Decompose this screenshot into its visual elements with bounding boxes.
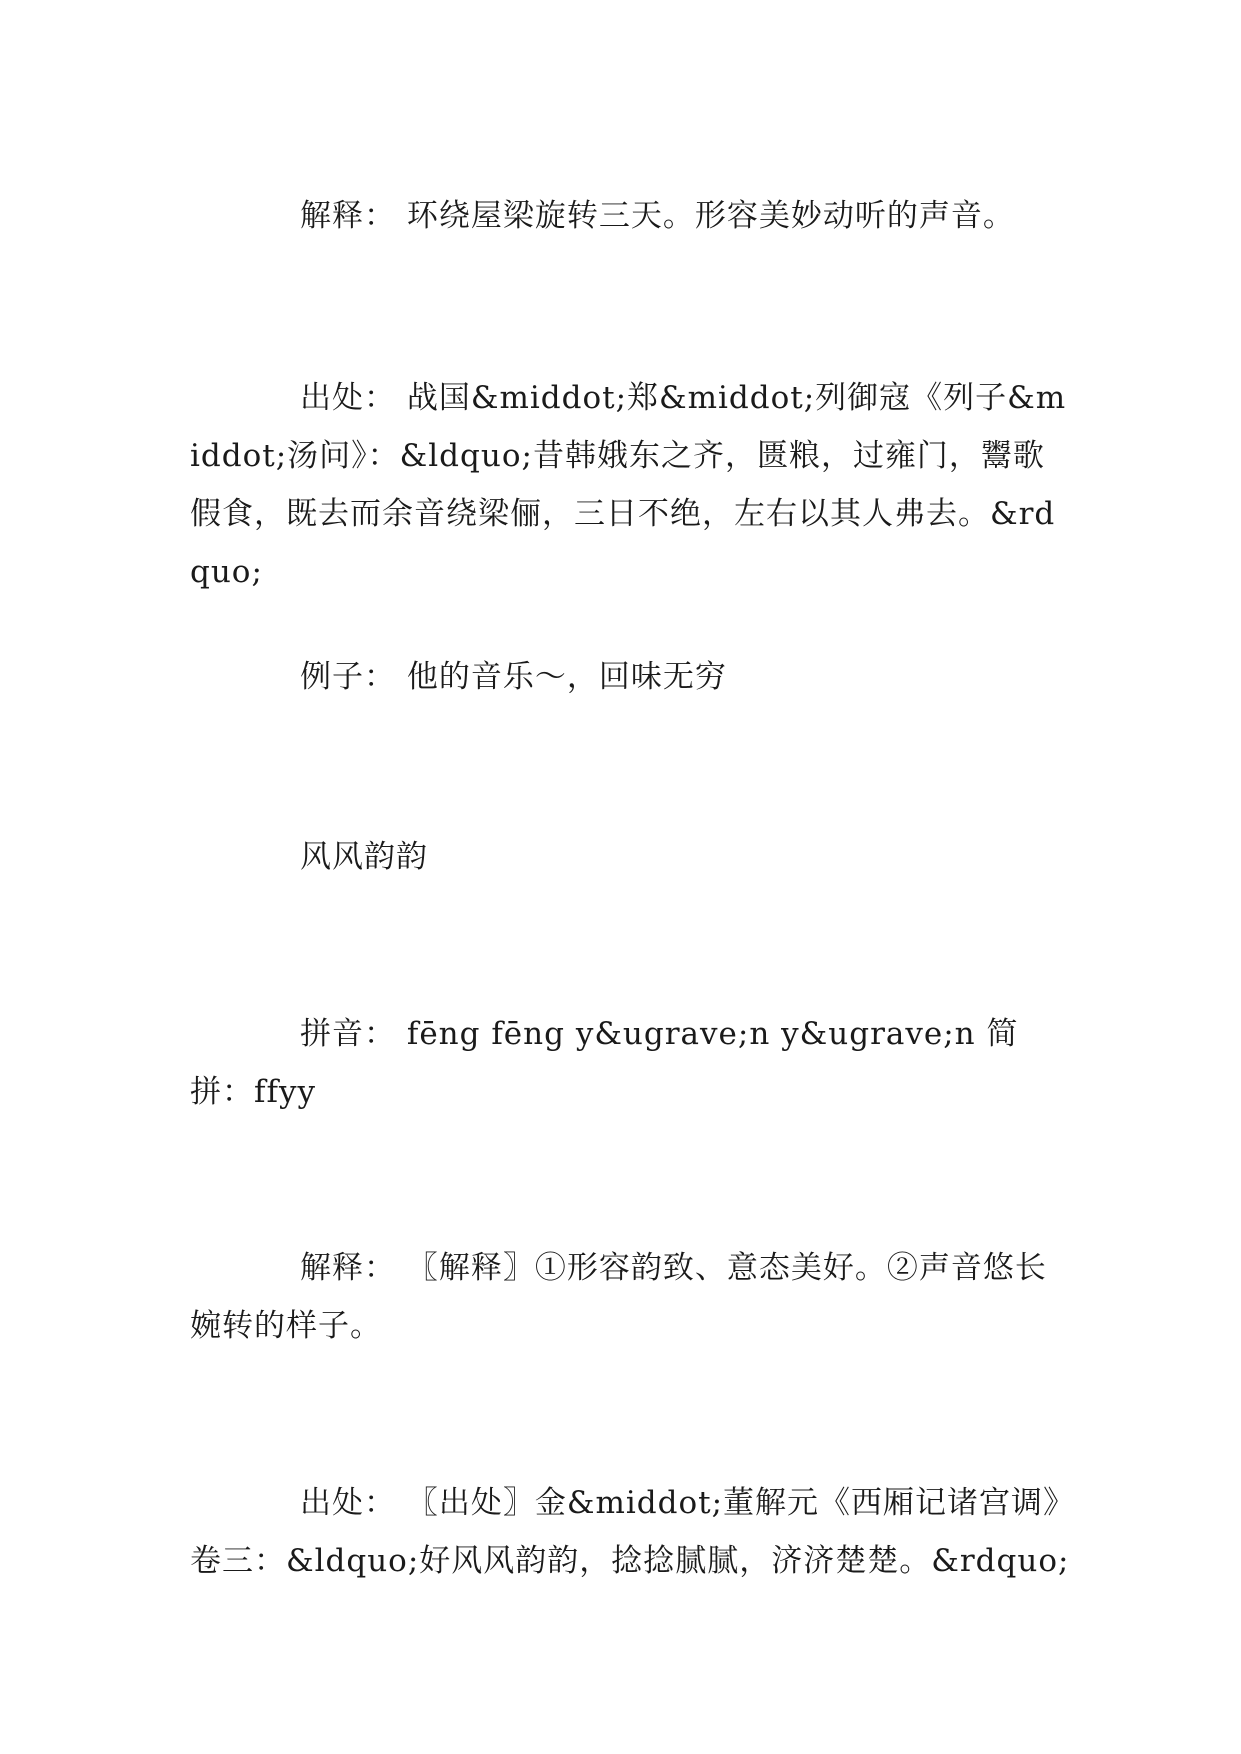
paragraph-explanation: 解释： 环绕屋梁旋转三天。形容美妙动听的声音。 [300, 198, 1015, 234]
paragraph-example: 例子： 他的音乐～，回味无穷 [300, 659, 727, 695]
paragraph-explanation-2: 解释： 〖解释〗①形容韵致、意态美好。②声音悠长婉转的样子。 [190, 1250, 1047, 1344]
paragraph-source-2: 出处： 〖出处〗金&middot;董解元《西厢记诸宫调》卷三：&ldquo;好风风韵韵，捻捻腻腻，济济楚楚。&rdquo; [190, 1485, 1070, 1579]
idiom-title: 风风韵韵 [300, 839, 428, 875]
paragraph-pinyin: 拼音： fēng fēng y&ugrave;n y&ugrave;n 简拼：ffyy [190, 1016, 1019, 1110]
paragraph-source: 出处： 战国&middot;郑&middot;列御寇《列子&middot;汤问》：&ldquo;昔韩娥东之齐，匮粮，过雍门，鬻歌假食，既去而余音绕梁俪，三日不绝，左右以其人弗去。&rdquo; [190, 380, 1067, 590]
